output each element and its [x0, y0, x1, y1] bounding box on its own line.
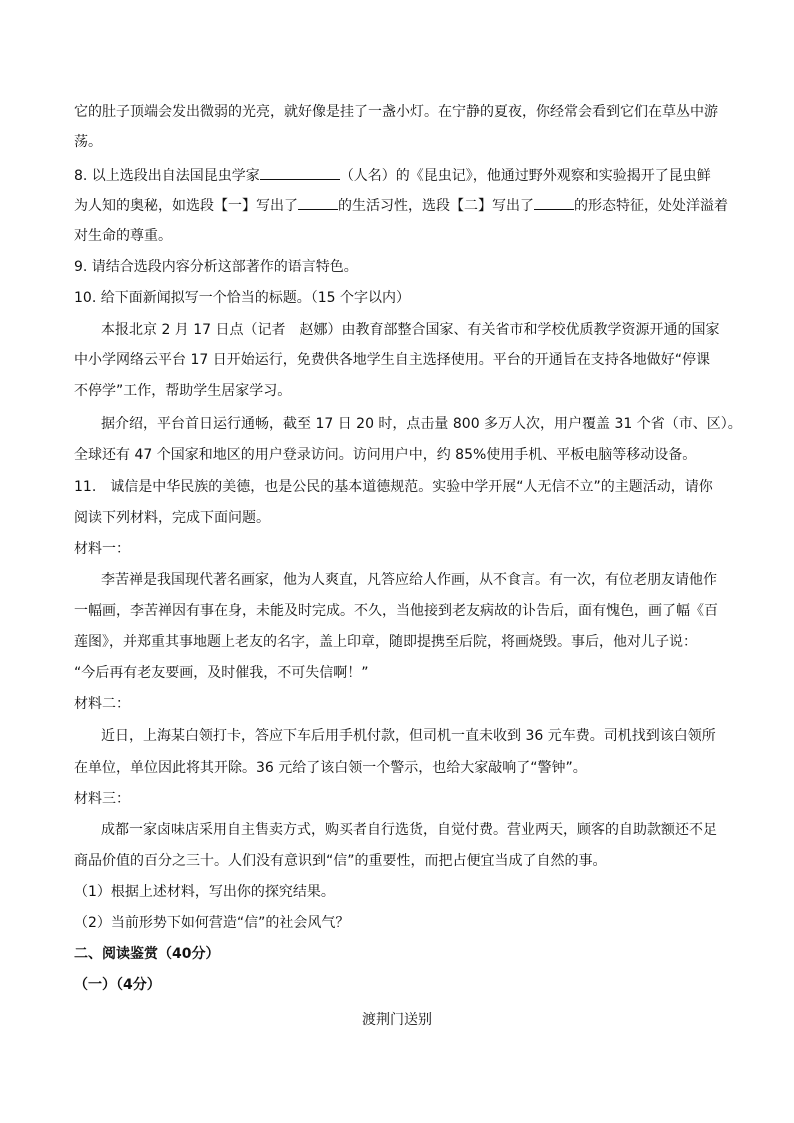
question-8-line-2 — [74, 195, 728, 216]
poem-title: 渡荆门送别 — [362, 1012, 432, 1028]
material-1-line-2: 一幅画，李苦禅因有事在身，未能及时完成。不久，当他接到老友病故的讣告后，面有愧色，画了幅《百 — [74, 603, 718, 619]
q8-text-b: （人名）的《昆虫记》，他通过野外观察和实验揭开了昆虫鲜 — [339, 168, 711, 184]
answer-blank-form[interactable] — [534, 195, 574, 210]
material-3-title: 材料三： — [74, 791, 130, 807]
news-p2-line-2: 全球还有 47 个国家和地区的用户登录访问。访问用户中，约 85%使用手机、平板电脑等移动设备。 — [74, 447, 697, 463]
q8-text-e: 的形态特征，处处洋溢着 — [574, 198, 728, 214]
material-1-line-4: “今后再有老友要画，及时催我，不可失信啊！” — [74, 665, 369, 681]
material-3-line-2: 商品价值的百分之三十。人们没有意识到“信”的重要性，而把占便宜当成了自然的事。 — [74, 853, 607, 869]
answer-blank-author[interactable] — [260, 165, 340, 180]
answer-blank-habit[interactable] — [298, 195, 338, 210]
q8-text-c: 为人知的奥秘，如选段【一】写出了 — [74, 198, 298, 214]
question-8-line-3: 对生命的尊重。 — [74, 228, 172, 244]
sub-question-2: （2）当前形势下如何营造“信”的社会风气？ — [74, 915, 350, 931]
part-heading-1: （一）（4分） — [74, 977, 161, 993]
news-p2-line-1: 据介绍，平台首日运行通畅，截至 17 日 20 时，点击量 800 多万人次，用户覆盖 31 个省（市、区）。 — [101, 416, 742, 432]
sub-question-1: （1）根据上述材料，写出你的探究结果。 — [74, 884, 335, 900]
material-2-line-2: 在单位，单位因此将其开除。36 元给了该白领一个警示，也给大家敲响了“警钟”。 — [74, 760, 587, 776]
question-8-line-1 — [74, 165, 711, 186]
q8-text-d: 的生活习性，选段【二】写出了 — [338, 198, 534, 214]
material-1-line-3: 莲图》，并郑重其事地题上老友的名字，盖上印章，随即提携至后院，将画烧毁。事后，他对儿子说： — [74, 634, 697, 650]
intro-line-1: 它的肚子顶端会发出微弱的光亮，就好像是挂了一盏小灯。在宁静的夏夜，你经常会看到它们在草丛中游 — [74, 104, 718, 120]
question-11-line-2: 阅读下列材料，完成下面问题。 — [74, 510, 270, 526]
section-heading-2: 二、阅读鉴赏（40分） — [74, 946, 220, 962]
news-p1-line-3: 不停学”工作，帮助学生居家学习。 — [74, 383, 292, 399]
intro-line-2: 荡。 — [74, 134, 102, 150]
question-9: 9. 请结合选段内容分析这部著作的语言特色。 — [74, 259, 358, 275]
news-p1-line-1: 本报北京 2 月 17 日点（记者 赵娜）由教育部整合国家、有关省市和学校优质教学资源开通的国家 — [101, 322, 720, 338]
material-2-title: 材料二： — [74, 696, 130, 712]
material-1-line-1: 李苦禅是我国现代著名画家，他为人爽直，凡答应给人作画，从不食言。有一次，有位老朋友请他作 — [101, 572, 717, 588]
question-11-line-1: 11. 诚信是中华民族的美德，也是公民的基本道德规范。实验中学开展“人无信不立”的主题活动，请你 — [74, 479, 713, 495]
question-10: 10. 给下面新闻拟写一个恰当的标题。（15 个字以内） — [74, 290, 410, 306]
q8-text-a: 8. 以上选段出自法国昆虫学家 — [74, 168, 260, 184]
material-1-title: 材料一： — [74, 541, 130, 557]
material-2-line-1: 近日，上海某白领打卡，答应下车后用手机付款，但司机一直未收到 36 元车费。司机找到该白领所 — [101, 728, 716, 744]
material-3-line-1: 成都一家卤味店采用自主售卖方式，购买者自行选货，自觉付费。营业两天，顾客的自助款额还不足 — [101, 822, 717, 838]
news-p1-line-2: 中小学网络云平台 17 日开始运行，免费供各地学生自主选择使用。平台的开通旨在支持各地做好“停课 — [74, 352, 710, 368]
